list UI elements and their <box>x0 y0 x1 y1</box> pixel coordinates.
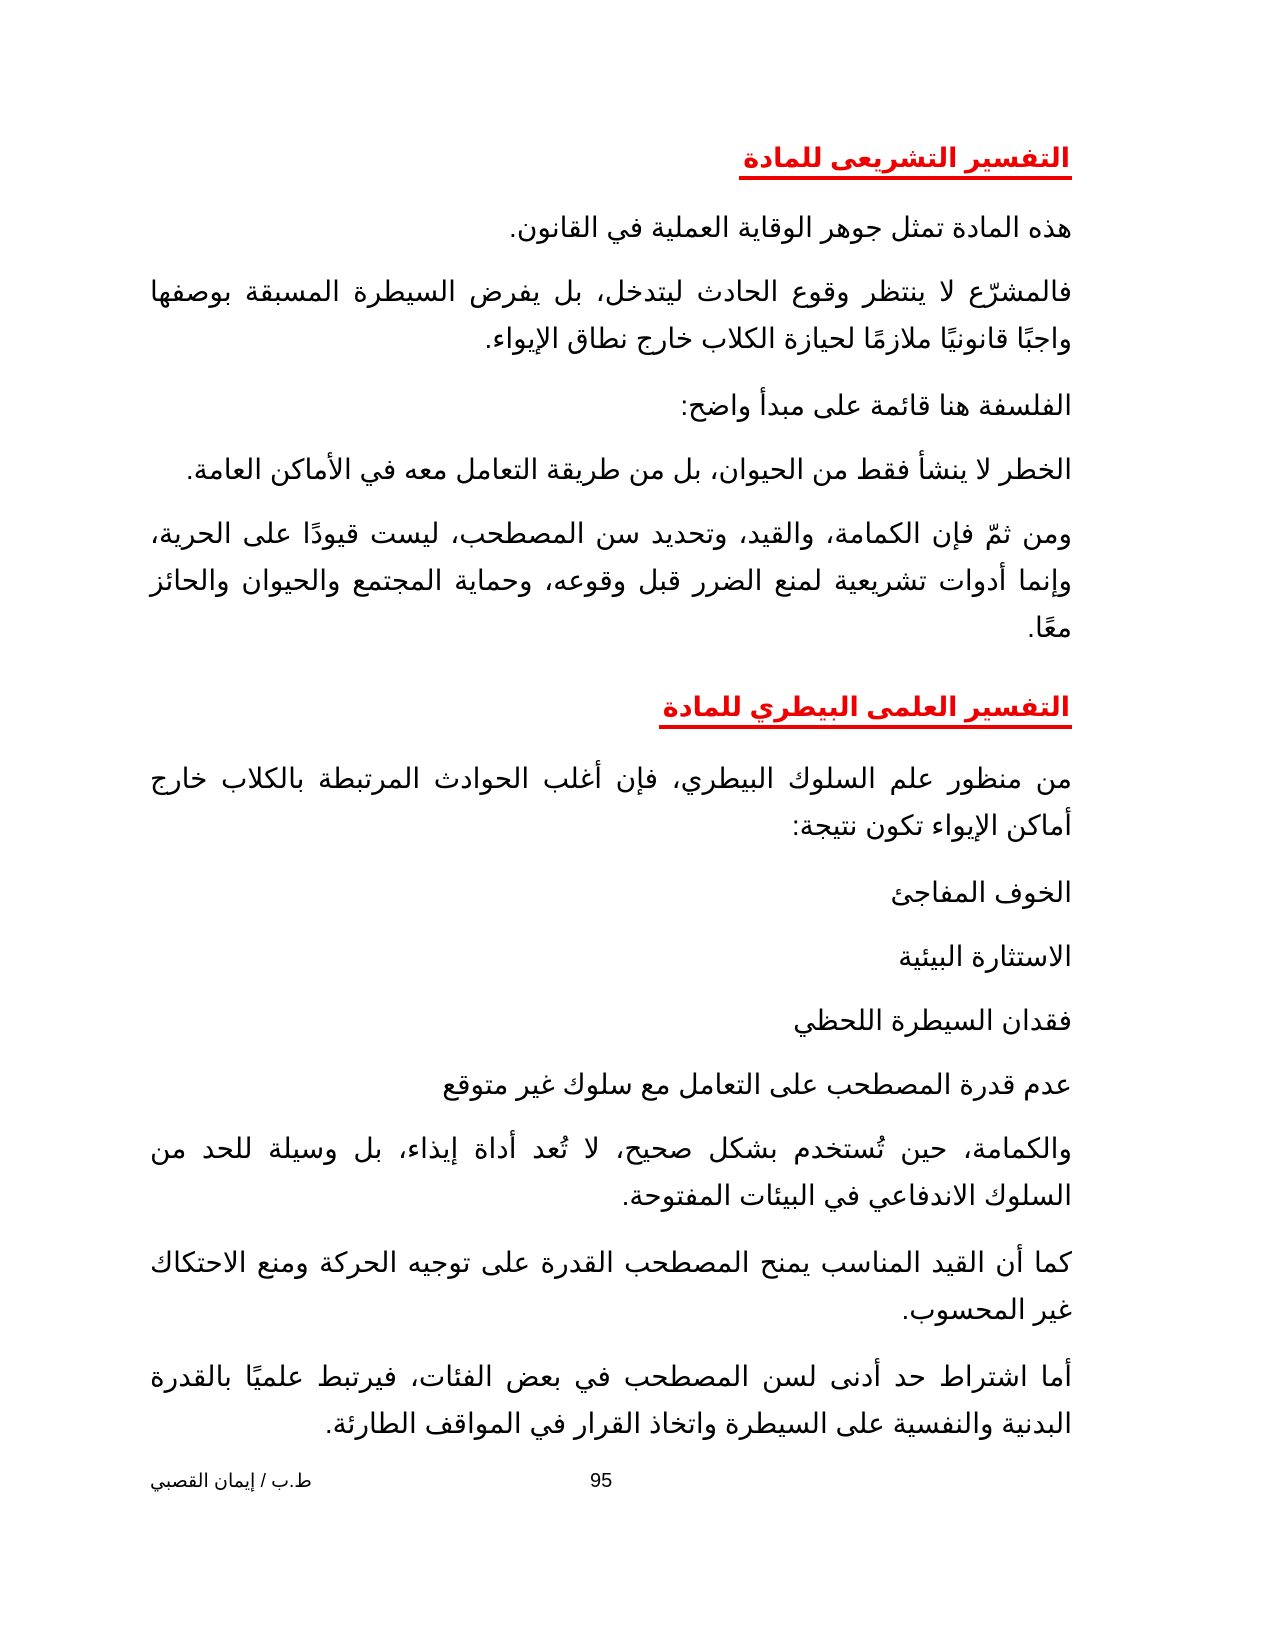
page-content <box>150 140 1072 1467</box>
paragraph: الفلسفة هنا قائمة على مبدأ واضح: <box>680 390 1072 421</box>
paragraph: ومن ثمّ فإن الكمامة، والقيد، وتحديد سن المصطحب، ليست قيودًا على الحرية، وإنما أدوات تشريعية لمنع الضرر قبل وقوعه، وحماية المجتمع والحيوان والحائز معًا. <box>150 518 1072 643</box>
paragraph: هذه المادة تمثل جوهر الوقاية العملية في القانون. <box>509 212 1072 243</box>
author-name: ط.ب / إيمان القصبي <box>150 1471 312 1492</box>
cause-item: عدم قدرة المصطحب على التعامل مع سلوك غير متوقع <box>442 1069 1072 1100</box>
cause-item: فقدان السيطرة اللحظي <box>793 1005 1072 1036</box>
cause-item: الخوف المفاجئ <box>890 877 1072 908</box>
paragraph: والكمامة، حين تُستخدم بشكل صحيح، لا تُعد أداة إيذاء، بل وسيلة للحد من السلوك الاندفاعي في البيئات المفتوحة. <box>150 1133 1072 1211</box>
section-heading-veterinary: التفسير العلمى البيطري للمادة <box>659 689 1072 729</box>
cause-item: الاستثارة البيئية <box>898 941 1072 972</box>
paragraph: كما أن القيد المناسب يمنح المصطحب القدرة على توجيه الحركة ومنع الاحتكاك غير المحسوب. <box>150 1247 1072 1325</box>
paragraph: فالمشرّع لا ينتظر وقوع الحادث ليتدخل، بل يفرض السيطرة المسبقة بوصفها واجبًا قانونيًا ملازمًا لحيازة الكلاب خارج نطاق الإيواء. <box>150 276 1072 354</box>
paragraph: أما اشتراط حد أدنى لسن المصطحب في بعض الفئات، فيرتبط علميًا بالقدرة البدنية والنفسية على السيطرة واتخاذ القرار في المواقف الطارئة. <box>150 1361 1072 1439</box>
paragraph: من منظور علم السلوك البيطري، فإن أغلب الحوادث المرتبطة بالكلاب خارج أماكن الإيواء تكون نتيجة: <box>150 763 1072 841</box>
paragraph: الخطر لا ينشأ فقط من الحيوان، بل من طريقة التعامل معه في الأماكن العامة. <box>185 454 1072 485</box>
page-number: 95 <box>590 1470 613 1492</box>
section-heading-legislative: التفسير التشريعى للمادة <box>739 140 1072 180</box>
